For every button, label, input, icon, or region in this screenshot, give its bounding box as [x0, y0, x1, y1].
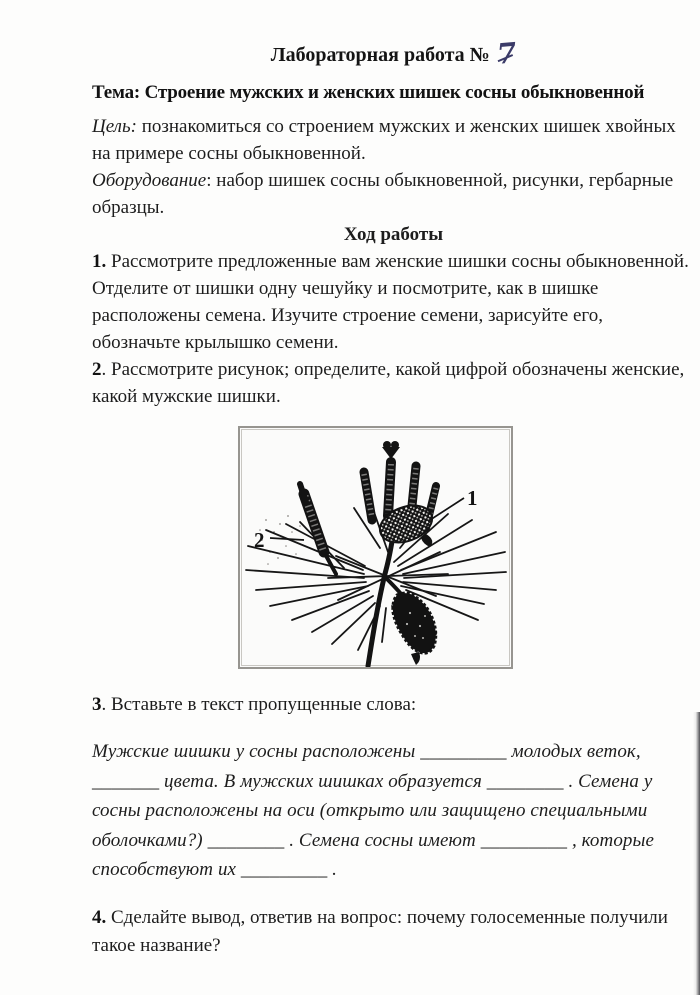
task-4-number: 4.: [92, 906, 107, 928]
goal-text: познакомиться со строением мужских и женских шишек хвойных на примере сосны обыкновенной.: [92, 116, 676, 164]
page-content: [92, 0, 695, 979]
intro-block: [92, 113, 695, 410]
task-4-paragraph: [92, 904, 695, 960]
equipment-text: : набор шишек сосны обыкновенной, рисунки, гербарные образцы.: [92, 170, 674, 218]
task-3-heading: [92, 691, 695, 718]
equipment-paragraph: [92, 167, 695, 221]
figure-frame: [238, 426, 513, 669]
step-2-number: 2: [92, 359, 102, 380]
lab-title: [92, 36, 695, 71]
step-1-paragraph: [92, 248, 695, 356]
step-2-paragraph: [92, 356, 695, 410]
figure-label-2: 2: [254, 528, 265, 552]
goal-paragraph: [92, 113, 695, 167]
pine-branch-illustration: [240, 428, 511, 667]
task-3-number: 3: [92, 694, 102, 715]
lab-title-text: Лабораторная работа №: [270, 44, 490, 66]
goal-label: Цель:: [92, 116, 137, 137]
scan-edge-shadow: [693, 712, 700, 995]
step-1-text: Рассмотрите предложенные вам женские шишки сосны обыкновенной. Отделите от шишки одну чешуйку и посмотрите, как в шишке расположены семена. Изучите строение семени, зарисуйте его, обозначьте крылышко семени.: [92, 251, 689, 353]
task-3-intro: . Вставьте в текст пропущенные слова:: [101, 694, 417, 715]
procedure-heading: Ход работы: [343, 224, 444, 245]
equipment-label: Оборудование: [92, 170, 207, 191]
task-4-text: Сделайте вывод, ответив на вопрос: почему голосеменные получили такое название?: [92, 906, 668, 956]
mature-cone: [393, 593, 436, 665]
handwritten-lab-number: 7: [495, 36, 518, 71]
figure-label-1: 1: [467, 486, 478, 510]
theme-line: Тема: Строение мужских и женских шишек сосны обыкновенной: [92, 82, 645, 103]
step-1-number: 1.: [92, 251, 107, 272]
step-2-text: . Рассмотрите рисунок; определите, какой цифрой обозначены женские, какой мужские шишки.: [92, 359, 685, 407]
fill-in-paragraph: Мужские шишки у сосны расположены _________ молодых веток, _______ цвета. В мужских шишках образуется ________ . Семена у сосны расположены на оси (открыто или защищено специальными оболочками?) ________ . Семена сосны имеют _________ , которые способствуют их _________ .: [92, 741, 655, 880]
